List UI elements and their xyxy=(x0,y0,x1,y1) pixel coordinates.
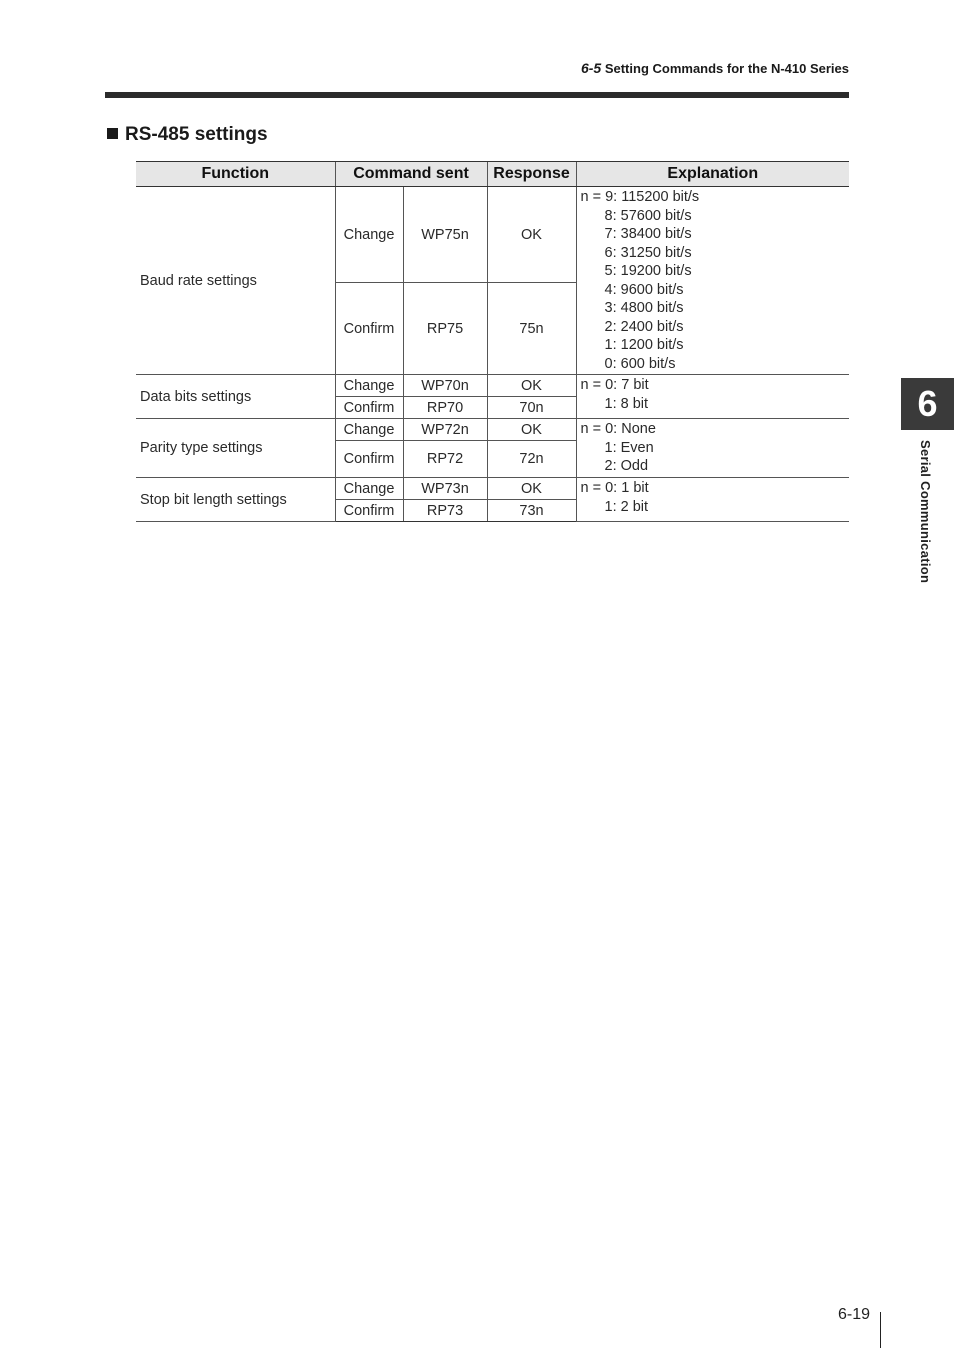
command-cell: WP73n xyxy=(403,478,487,500)
command-cell: RP75 xyxy=(403,283,487,375)
command-cell: RP70 xyxy=(403,397,487,419)
explanation-cell xyxy=(576,375,849,419)
page-number-rule xyxy=(880,1312,881,1348)
explanation-line: 8: 57600 bit/s xyxy=(604,207,692,224)
explanation-line: 7: 38400 bit/s xyxy=(604,226,692,242)
explanation-line: 6: 31250 bit/s xyxy=(604,244,692,261)
response-cell: 72n xyxy=(487,441,576,478)
response-cell: OK xyxy=(487,478,576,500)
header-command-sent: Command sent xyxy=(335,162,487,187)
command-cell: RP72 xyxy=(403,441,487,478)
explanation-line: 1: 1200 bit/s xyxy=(604,337,684,353)
square-bullet-icon xyxy=(107,128,118,139)
explanation-cell xyxy=(576,478,849,522)
change-label: Change xyxy=(335,187,403,283)
command-cell: WP75n xyxy=(403,187,487,283)
section-title: RS-485 settings xyxy=(125,124,268,145)
explanation-cell xyxy=(576,187,849,375)
function-cell: Data bits settings xyxy=(136,375,335,419)
response-cell: 73n xyxy=(487,500,576,522)
change-label: Change xyxy=(335,419,403,441)
explanation-line: 4: 9600 bit/s xyxy=(604,281,684,298)
function-cell: Stop bit length settings xyxy=(136,478,335,522)
explanation-line: 5: 19200 bit/s xyxy=(604,263,692,279)
explanation-cell xyxy=(576,419,849,478)
running-header xyxy=(581,60,849,76)
function-cell: Baud rate settings xyxy=(136,187,335,375)
response-cell: OK xyxy=(487,375,576,397)
explanation-line: 0: 600 bit/s xyxy=(604,355,676,372)
explanation-line: 1: Even xyxy=(604,439,654,456)
header-rule xyxy=(105,92,849,98)
change-label: Change xyxy=(335,375,403,397)
change-label: Change xyxy=(335,478,403,500)
explanation-line: 3: 4800 bit/s xyxy=(604,300,684,316)
rs485-command-table xyxy=(136,161,849,522)
confirm-label: Confirm xyxy=(335,500,403,522)
header-explanation: Explanation xyxy=(576,162,849,187)
explanation-line: 2: 2400 bit/s xyxy=(604,318,684,335)
command-cell: RP73 xyxy=(403,500,487,522)
confirm-label: Confirm xyxy=(335,441,403,478)
explanation-line: n = 0: 7 bit xyxy=(580,377,649,393)
table-row xyxy=(136,375,849,397)
response-cell: OK xyxy=(487,187,576,283)
response-cell: 70n xyxy=(487,397,576,419)
explanation-line: n = 0: None xyxy=(580,421,656,437)
header-section-number: 6-5 xyxy=(580,60,602,76)
chapter-tab: 6 xyxy=(901,378,954,430)
header-section-title: Setting Commands for the N-410 Series xyxy=(604,61,849,76)
section-heading xyxy=(107,124,268,146)
explanation-line: n = 0: 1 bit xyxy=(580,480,649,496)
explanation-line: 1: 8 bit xyxy=(604,395,649,412)
table-row xyxy=(136,419,849,441)
response-cell: 75n xyxy=(487,283,576,375)
function-cell: Parity type settings xyxy=(136,419,335,478)
response-cell: OK xyxy=(487,419,576,441)
command-cell: WP72n xyxy=(403,419,487,441)
confirm-label: Confirm xyxy=(335,397,403,419)
page-number: 6-19 xyxy=(837,1306,870,1323)
header-response: Response xyxy=(487,162,576,187)
explanation-line: n = 9: 115200 bit/s xyxy=(580,189,700,205)
table-row xyxy=(136,478,849,500)
confirm-label: Confirm xyxy=(335,283,403,375)
table-header-row xyxy=(136,162,849,187)
table-row xyxy=(136,187,849,283)
command-cell: WP70n xyxy=(403,375,487,397)
explanation-line: 1: 2 bit xyxy=(604,498,649,515)
chapter-side-label: Serial Communication xyxy=(918,440,933,584)
header-function: Function xyxy=(136,162,335,187)
explanation-line: 2: Odd xyxy=(604,458,649,474)
